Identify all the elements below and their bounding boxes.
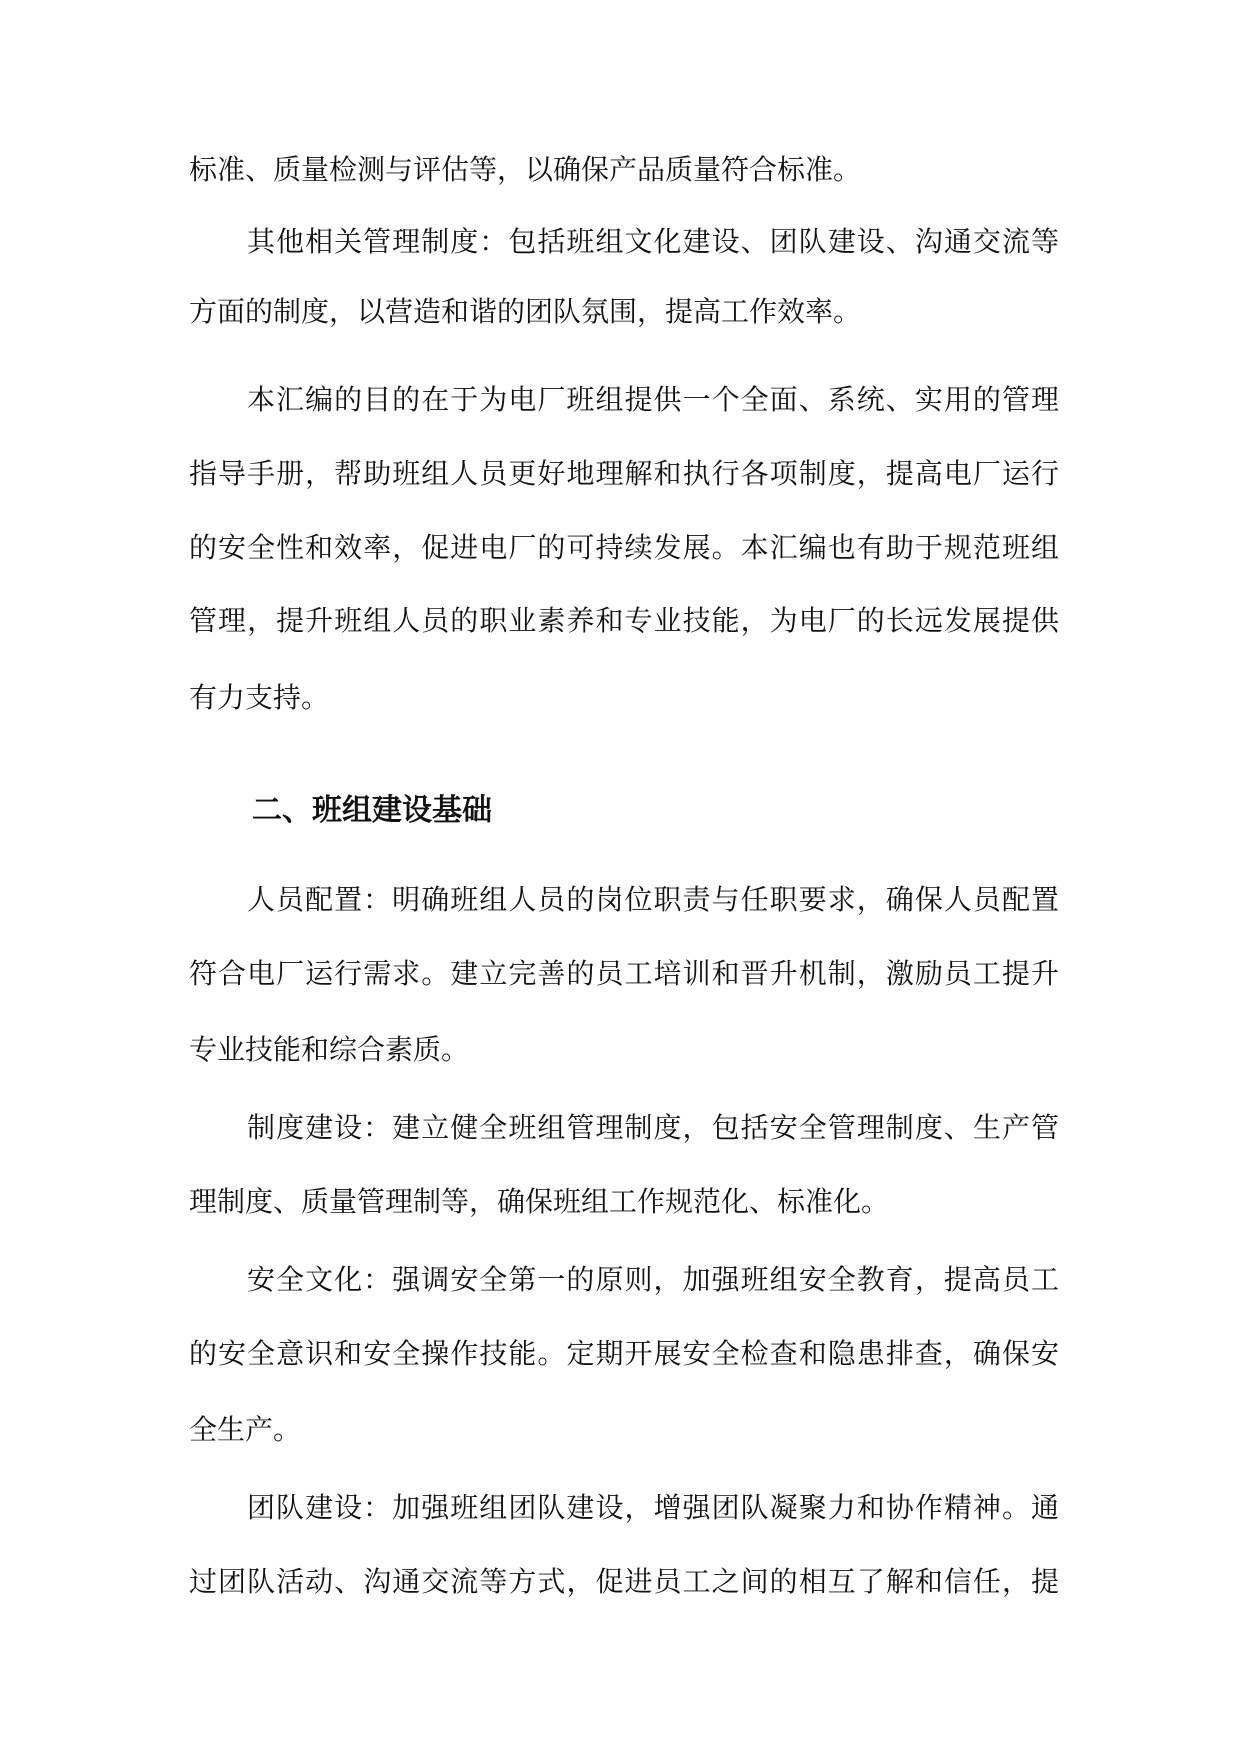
- paragraph-line: 有力支持。: [189, 681, 330, 714]
- section-heading: 二、班组建设基础: [252, 793, 492, 828]
- paragraph-line: 方面的制度，以营造和谐的团队氛围，提高工作效率。: [189, 295, 862, 328]
- paragraph-line: 的安全性和效率，促进电厂的可持续发展。本汇编也有助于规范班组: [189, 531, 1059, 564]
- paragraph-line: 标准、质量检测与评估等，以确保产品质量符合标准。: [189, 153, 862, 186]
- paragraph-line: 其他相关管理制度：包括班组文化建设、团队建设、沟通交流等: [247, 225, 1059, 258]
- paragraph-line: 的安全意识和安全操作技能。定期开展安全检查和隐患排查，确保安: [189, 1337, 1059, 1370]
- paragraph-line: 团队建设：加强班组团队建设，增强团队凝聚力和协作精神。通: [247, 1491, 1059, 1524]
- paragraph-line: 过团队活动、沟通交流等方式，促进员工之间的相互了解和信任，提: [189, 1565, 1059, 1598]
- paragraph-line: 人员配置：明确班组人员的岗位职责与任职要求，确保人员配置: [247, 883, 1059, 916]
- paragraph-line: 指导手册，帮助班组人员更好地理解和执行各项制度，提高电厂运行: [189, 457, 1059, 490]
- paragraph-line: 专业技能和综合素质。: [189, 1033, 470, 1066]
- paragraph-line: 安全文化：强调安全第一的原则，加强班组安全教育，提高员工: [247, 1263, 1059, 1296]
- paragraph-line: 本汇编的目的在于为电厂班组提供一个全面、系统、实用的管理: [247, 383, 1059, 416]
- paragraph-line: 全生产。: [189, 1413, 302, 1446]
- paragraph-line: 制度建设：建立健全班组管理制度，包括安全管理制度、生产管: [247, 1111, 1059, 1144]
- paragraph-line: 管理，提升班组人员的职业素养和专业技能，为电厂的长远发展提供: [189, 604, 1059, 637]
- paragraph-line: 符合电厂运行需求。建立完善的员工培训和晋升机制，激励员工提升: [189, 957, 1059, 990]
- paragraph-line: 理制度、质量管理制等，确保班组工作规范化、标准化。: [189, 1185, 890, 1218]
